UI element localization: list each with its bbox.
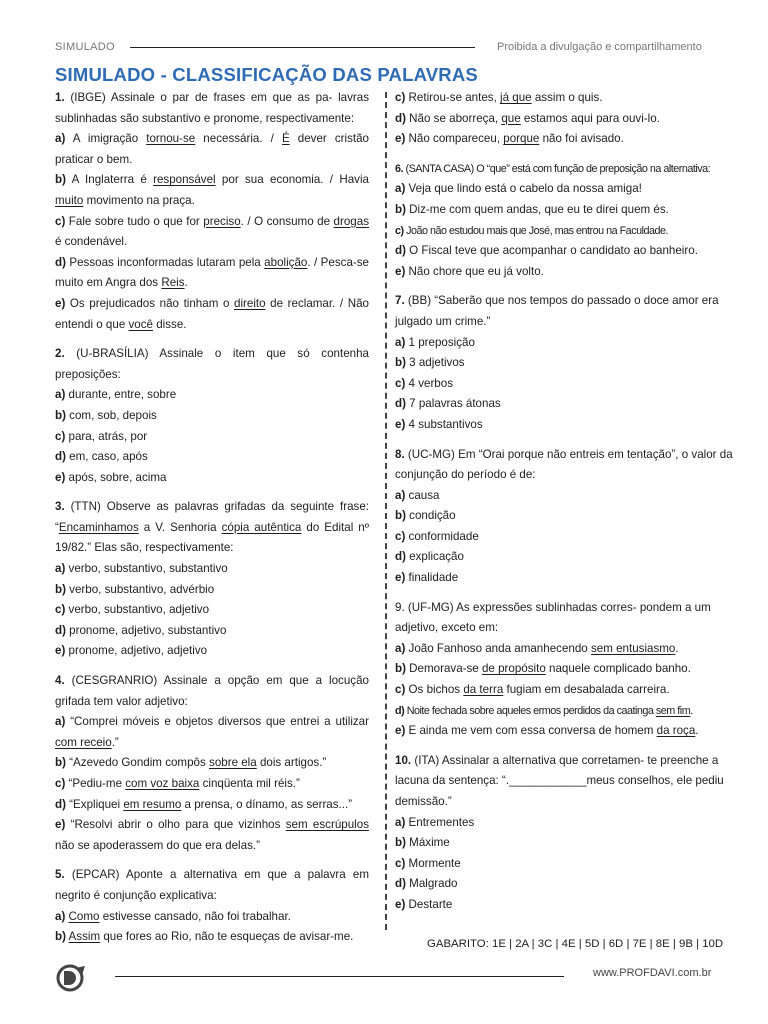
- question-2: [55, 344, 369, 488]
- option-e: e) Não chore que eu já volto.: [395, 264, 544, 278]
- answer-key: GABARITO: 1E | 2A | 3C | 4E | 5D | 6D | 7E | 8E | 9B | 10D: [427, 938, 724, 950]
- question-text: (IBGE) Assinale o par de frases em que as pa- lavras sublinhadas são substantivo e pronome, respectivamente:: [55, 91, 369, 125]
- option-d: d) Malgrado: [395, 877, 458, 891]
- option-e: e) Não compareceu, porque não foi avisado.: [395, 132, 624, 146]
- question-6: [395, 159, 734, 283]
- option-e: e) “Resolvi abrir o olho para que vizinhos sem escrúpulos não se apoderassem do que era delas.”: [55, 818, 369, 852]
- question-stem: 4. (CESGRANRIO) Assinale a opção em que a locução grifada tem valor adjetivo:: [55, 674, 369, 708]
- footer-url[interactable]: www.PROFDAVI.com.br: [593, 967, 712, 979]
- option-b: b) condição: [395, 509, 456, 523]
- question-7: [395, 291, 734, 435]
- option-b: b) Assim que fores ao Rio, não te esqueças de avisar-me.: [55, 930, 354, 944]
- question-stem: 3. (TTN) Observe as palavras grifadas da seguinte frase: “Encaminhamos a V. Senhoria cópia autêntica do Edital nº 19/82.” Elas são, respectivamente:: [55, 500, 369, 555]
- option-d: d) pronome, adjetivo, substantivo: [55, 623, 227, 637]
- option-e: e) E ainda me vem com essa conversa de homem da roça.: [395, 724, 699, 738]
- option-a: a) Veja que lindo está o cabelo da nossa amiga!: [395, 182, 642, 196]
- option-a: a) João Fanhoso anda amanhecendo sem entusiasmo.: [395, 641, 679, 655]
- profdavi-logo-icon: [55, 962, 87, 994]
- option-c: c) Fale sobre tudo o que for preciso. / O consumo de drogas é condenável.: [55, 214, 369, 249]
- header-right-label: Proibida a divulgação e compartilhamento: [497, 41, 702, 53]
- option-a: a) causa: [395, 488, 440, 502]
- option-d: d) Noite fechada sobre aqueles ermos perdidos da caatinga sem fim.: [395, 704, 693, 717]
- option-e: e) pronome, adjetivo, adjetivo: [55, 644, 208, 658]
- option-b: b) com, sob, depois: [55, 408, 157, 422]
- option-b: b) Demorava-se de propósito naquele complicado banho.: [395, 662, 691, 676]
- question-5-continued: [395, 88, 734, 150]
- question-stem: 8. (UC-MG) Em “Orai porque não entreis em tentação”, o valor da conjunção do período é de:: [395, 447, 733, 482]
- question-4: [55, 671, 369, 856]
- option-d: d) 7 palavras átonas: [395, 397, 501, 411]
- header-rule: [130, 47, 475, 48]
- header-left-label: SIMULADO: [55, 41, 115, 53]
- option-c: c) Os bichos da terra fugiam em desabalada carreira.: [395, 683, 670, 697]
- option-d: d) em, caso, após: [55, 450, 148, 464]
- option-d: d) explicação: [395, 550, 464, 564]
- left-column: [55, 88, 369, 957]
- option-e: e) Destarte: [395, 897, 453, 911]
- option-a: a) 1 preposição: [395, 335, 475, 349]
- option-b: b) “Azevedo Gondim compôs sobre ela dois artigos.”: [55, 756, 327, 770]
- option-a: a) Como estivesse cansado, não foi trabalhar.: [55, 909, 291, 923]
- option-e: e) Os prejudicados não tinham o direito de reclamar. / Não entendi o que você disse.: [55, 296, 369, 331]
- option-e: e) após, sobre, acima: [55, 470, 167, 484]
- option-a: a) durante, entre, sobre: [55, 388, 177, 402]
- question-10: [395, 751, 734, 916]
- question-5: [55, 865, 369, 947]
- option-a: a) A imigração tornou-se necessária. / É dever cristão praticar o bem.: [55, 132, 369, 166]
- option-e: e) 4 substantivos: [395, 417, 483, 431]
- option-b: b) A Inglaterra é responsável por sua economia. / Havia muito movimento na praça.: [55, 173, 369, 207]
- question-9: [395, 598, 734, 742]
- question-stem: 6. (SANTA CASA) O “que” está com função de preposição na alternativa:: [395, 162, 711, 175]
- option-c: c) Mormente: [395, 856, 461, 870]
- question-number: 1.: [55, 91, 65, 104]
- column-divider: [385, 92, 387, 930]
- option-c: c) para, atrás, por: [55, 429, 148, 443]
- option-a: a) verbo, substantivo, substantivo: [55, 562, 228, 576]
- option-c: c) verbo, substantivo, adjetivo: [55, 603, 210, 617]
- option-c: c) “Pediu-me com voz baixa cinqüenta mil réis.”: [55, 777, 300, 790]
- option-c: c) João não estudou mais que José, mas entrou na Faculdade.: [395, 224, 669, 237]
- option-d: d) “Expliquei em resumo a prensa, o dínamo, as serras...”: [55, 797, 353, 811]
- option-c: c) conformidade: [395, 529, 479, 543]
- option-b: b) Máxime: [395, 836, 450, 850]
- question-stem: 5. (EPCAR) Aponte a alternativa em que a palavra em negrito é conjunção explicativa:: [55, 868, 369, 902]
- question-stem: 7. (BB) “Saberão que nos tempos do passado o doce amor era julgado um crime.”: [395, 294, 719, 328]
- option-a: a) “Comprei móveis e objetos diversos que entrei a utilizar com receio.”: [55, 715, 369, 749]
- question-stem: 9. (UF-MG) As expressões sublinhadas corres- pondem a um adjetivo, exceto em:: [395, 600, 711, 635]
- right-column: [395, 88, 734, 925]
- option-c: c) Retirou-se antes, já que assim o quis.: [395, 91, 603, 104]
- option-d: d) O Fiscal teve que acompanhar o candidato ao banheiro.: [395, 244, 698, 258]
- option-d: d) Não se aborreça, que estamos aqui para ouvi-lo.: [395, 111, 660, 125]
- question-stem: 2. (U-BRASÍLIA) Assinale o item que só contenha preposições:: [55, 347, 369, 381]
- question-stem: 10. (ITA) Assinalar a alternativa que corretamen- te preenche a lacuna da sentença: “.____________meus conselhos, ele pediu demissão.”: [395, 753, 724, 808]
- question-3: [55, 497, 369, 662]
- question-1: [55, 88, 369, 335]
- footer-rule: [115, 976, 564, 977]
- option-c: c) 4 verbos: [395, 376, 454, 390]
- option-a: a) Entrementes: [395, 815, 475, 829]
- page-title: SIMULADO - CLASSIFICAÇÃO DAS PALAVRAS: [55, 64, 478, 85]
- option-b: b) verbo, substantivo, advérbio: [55, 582, 215, 596]
- question-8: [395, 445, 734, 589]
- option-b: b) 3 adjetivos: [395, 356, 465, 370]
- question-stem: [55, 88, 369, 129]
- option-b: b) Diz-me com quem andas, que eu te direi quem és.: [395, 202, 669, 216]
- option-e: e) finalidade: [395, 571, 459, 585]
- option-d: d) Pessoas inconformadas lutaram pela abolição. / Pesca-se muito em Angra dos Reis.: [55, 255, 369, 290]
